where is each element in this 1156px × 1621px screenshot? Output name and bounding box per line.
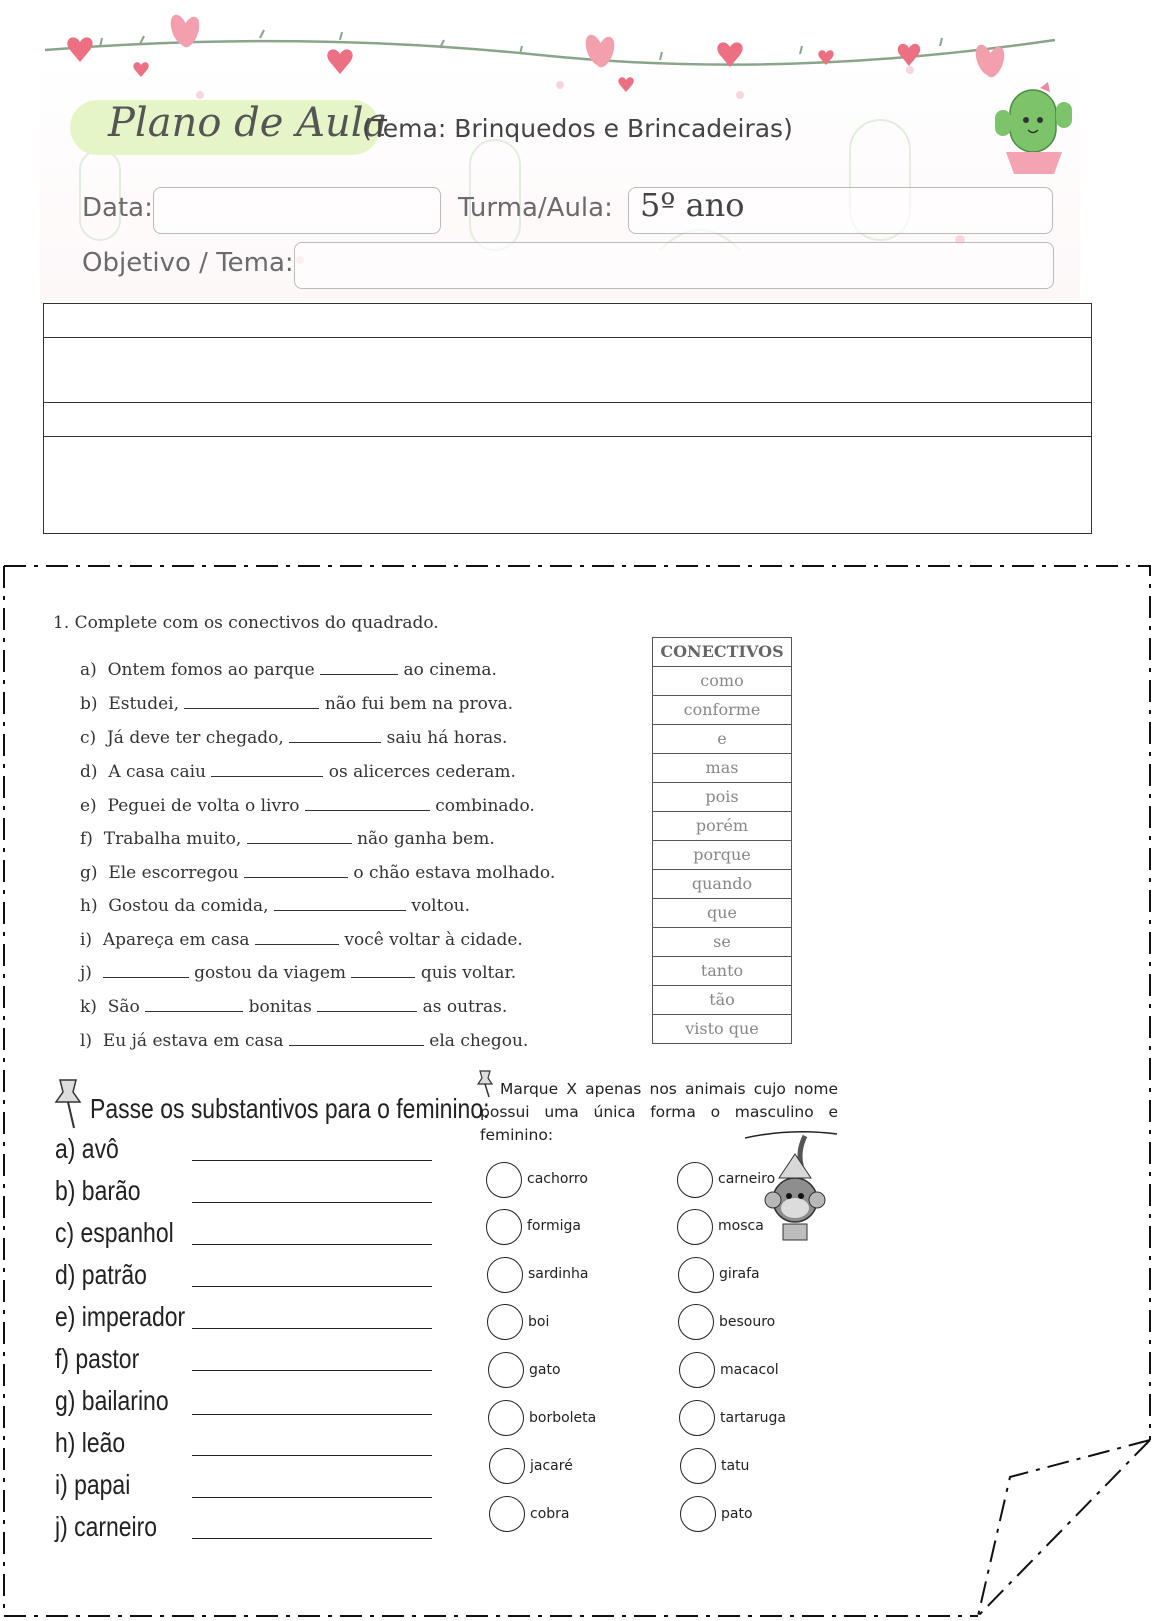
list-item: f) pastor [55, 1343, 140, 1374]
animal-label: pato [721, 1506, 753, 1522]
list-item: i) Apareça em casa você voltar à cidade. [80, 930, 523, 950]
animal-label: girafa [719, 1266, 760, 1282]
answer-line[interactable] [192, 1286, 432, 1287]
list-item: d) patrão [55, 1259, 147, 1290]
list-item: c) espanhol [55, 1217, 174, 1248]
answer-blank[interactable] [211, 762, 323, 777]
checkbox-circle[interactable] [488, 1400, 524, 1436]
connectives-header: CONECTIVOS [653, 638, 791, 667]
list-item: c) Já deve ter chegado, saiu há horas. [80, 728, 508, 748]
checkbox-circle[interactable] [488, 1352, 524, 1388]
page-title: Plano de Aula [108, 100, 388, 146]
connective-cell: mas [653, 754, 791, 783]
animal-label: tatu [721, 1458, 750, 1474]
answer-line[interactable] [192, 1370, 432, 1371]
checkbox-circle[interactable] [486, 1209, 522, 1245]
answer-blank[interactable] [255, 930, 339, 945]
table-row [44, 304, 1091, 338]
connective-cell: porque [653, 841, 791, 870]
animal-label: borboleta [529, 1410, 597, 1426]
animal-label: boi [528, 1314, 550, 1330]
list-item: j) gostou da viagem quis voltar. [80, 963, 517, 983]
checkbox-circle[interactable] [486, 1162, 522, 1198]
connective-cell: que [653, 899, 791, 928]
checkbox-circle[interactable] [679, 1400, 715, 1436]
checkbox-circle[interactable] [489, 1448, 525, 1484]
list-item: b) Estudei, não fui bem na prova. [80, 694, 513, 714]
checkbox-circle[interactable] [489, 1496, 525, 1532]
list-item: h) Gostou da comida, voltou. [80, 896, 471, 916]
checkbox-circle[interactable] [487, 1257, 523, 1293]
animal-label: cobra [530, 1506, 570, 1522]
answer-line[interactable] [192, 1328, 432, 1329]
lesson-theme: (Tema: Brinquedos e Brincadeiras) [362, 114, 793, 143]
animal-label: besouro [719, 1314, 776, 1330]
class-value: 5º ano [640, 186, 745, 224]
list-item: d) A casa caiu os alicerces cederam. [80, 762, 516, 782]
answer-line[interactable] [192, 1538, 432, 1539]
answer-blank[interactable] [247, 829, 352, 844]
answer-blank[interactable] [351, 963, 415, 978]
date-label: Data: [82, 193, 153, 223]
connective-cell: e [653, 725, 791, 754]
list-item: l) Eu já estava em casa ela chegou. [80, 1031, 529, 1051]
checkbox-circle[interactable] [680, 1448, 716, 1484]
heart-garland [40, 10, 1060, 100]
connective-cell: se [653, 928, 791, 957]
date-field[interactable] [153, 187, 441, 234]
list-item: g) Ele escorregou o chão estava molhado. [80, 863, 556, 883]
answer-line[interactable] [192, 1160, 432, 1161]
answer-blank[interactable] [289, 1031, 424, 1046]
animal-label: sardinha [528, 1266, 589, 1282]
exercise-2-title: Passe os substantivos para o feminino: [90, 1093, 490, 1124]
answer-blank[interactable] [145, 997, 243, 1012]
list-item: j) carneiro [55, 1511, 158, 1542]
animal-label: mosca [718, 1218, 764, 1234]
answer-blank[interactable] [317, 997, 417, 1012]
answer-line[interactable] [192, 1497, 432, 1498]
list-item: g) bailarino [55, 1385, 169, 1416]
checkbox-circle[interactable] [678, 1304, 714, 1340]
list-item: f) Trabalha muito, não ganha bem. [80, 829, 495, 849]
answer-blank[interactable] [184, 694, 319, 709]
checkbox-circle[interactable] [487, 1304, 523, 1340]
list-item: e) imperador [55, 1301, 186, 1332]
checkbox-circle[interactable] [679, 1352, 715, 1388]
animal-label: jacaré [530, 1458, 573, 1474]
cactus-illustration [990, 80, 1080, 180]
objective-field[interactable] [294, 242, 1054, 289]
objective-label: Objetivo / Tema: [82, 248, 294, 278]
table-row [44, 403, 1091, 437]
answer-line[interactable] [192, 1244, 432, 1245]
checkbox-circle[interactable] [677, 1162, 713, 1198]
connective-cell: visto que [685, 1019, 759, 1038]
answer-line[interactable] [192, 1455, 432, 1456]
exercise-1-prompt: 1. Complete com os conectivos do quadrado. [53, 613, 439, 633]
answer-blank[interactable] [244, 863, 348, 878]
connective-cell: tão [653, 986, 791, 1015]
connective-cell: tanto [653, 957, 791, 986]
answer-blank[interactable] [320, 660, 398, 675]
list-item: b) barão [55, 1175, 141, 1206]
animal-label: cachorro [527, 1171, 588, 1187]
list-item: k) São bonitas as outras. [80, 997, 508, 1017]
checkbox-circle[interactable] [677, 1209, 713, 1245]
connective-cell: conforme [653, 696, 791, 725]
answer-blank[interactable] [274, 896, 406, 911]
answer-blank[interactable] [305, 796, 430, 811]
animal-label: tartaruga [720, 1410, 786, 1426]
lesson-plan-table [43, 303, 1092, 534]
connectives-table [652, 637, 792, 1044]
connective-cell: quando [653, 870, 791, 899]
class-label: Turma/Aula: [458, 193, 613, 223]
checkbox-circle[interactable] [678, 1257, 714, 1293]
list-item: h) leão [55, 1427, 126, 1458]
connective-cell: como [653, 667, 791, 696]
connective-cell: porém [653, 812, 791, 841]
exercise-3-prompt: Marque X apenas nos animais cujo nome possui uma única forma o masculino e feminino: [480, 1080, 838, 1144]
animal-label: formiga [527, 1218, 581, 1234]
list-item: e) Peguei de volta o livro combinado. [80, 796, 535, 816]
list-item: a) Ontem fomos ao parque ao cinema. [80, 660, 497, 680]
table-row [44, 338, 1091, 403]
answer-blank[interactable] [103, 963, 189, 978]
list-item: a) avô [55, 1133, 119, 1164]
connective-cell: pois [653, 783, 791, 812]
animal-label: carneiro [718, 1171, 776, 1187]
answer-blank[interactable] [289, 728, 381, 743]
animal-label: macacol [720, 1362, 779, 1378]
checkbox-circle[interactable] [680, 1496, 716, 1532]
list-item: i) papai [55, 1469, 131, 1500]
pushpin-icon [52, 1076, 88, 1132]
animal-label: gato [529, 1362, 561, 1378]
answer-line[interactable] [192, 1414, 432, 1415]
answer-line[interactable] [192, 1202, 432, 1203]
